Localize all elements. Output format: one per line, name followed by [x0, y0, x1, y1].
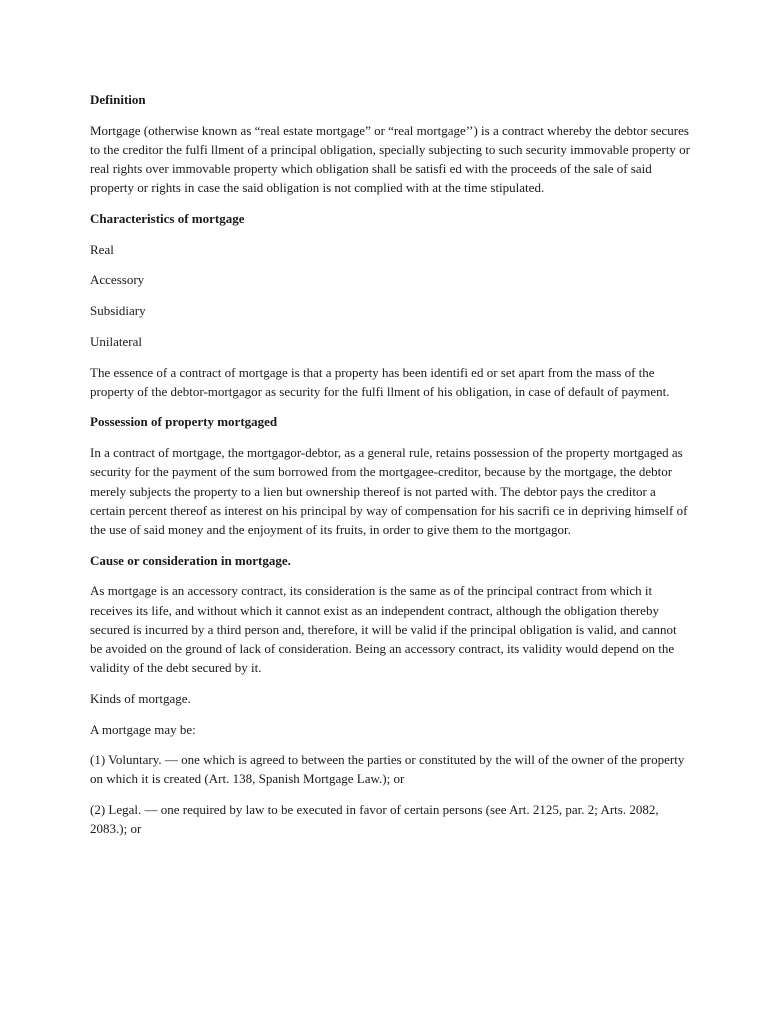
- characteristic-real: Real: [90, 241, 114, 257]
- document-body: [90, 90, 690, 850]
- characteristic-unilateral: Unilateral: [90, 333, 142, 349]
- paragraph-may-be: A mortgage may be:: [90, 721, 196, 737]
- characteristic-accessory: Accessory: [90, 272, 145, 288]
- paragraph-definition: Mortgage (otherwise known as “real estate mortgage” or “real mortgage’’) is a contract whereby the debtor secures to the creditor the fulfi llment of a principal obligation, specially subjecting to such security immovable property or real rights over immovable property which obligation shall be satisfi ed with the proceeds of the sale of said property or rights in case the said obligation is not complied with at the time stipulated.: [90, 122, 691, 196]
- paragraph-possession: In a contract of mortgage, the mortgagor-debtor, as a general rule, retains possession of the property mortgaged as security for the payment of the sum borrowed from the mortgagee-creditor, because by the mortgage, the debtor merely subjects the property to a lien but ownership thereof is not parted with. The debtor pays the creditor a certain percent thereof as interest on his principal by way of compensation for his sacrifi ce in depriving himself of the use of said money and the enjoyment of its fruits, in order to give them to the mortgagor.: [90, 445, 688, 537]
- heading-characteristics: Characteristics of mortgage: [90, 211, 245, 227]
- characteristic-subsidiary: Subsidiary: [90, 303, 146, 319]
- paragraph-cause: As mortgage is an accessory contract, its consideration is the same as of the principal contract from which it receives its life, and without which it cannot exist as an independent contract, although the obligation thereby secured is incurred by a third person and, therefore, it will be valid if the principal obligation is valid, and cannot be avoided on the ground of lack of consideration. Being an accessory contract, its validity would depend on the validity of the debt secured by it.: [90, 583, 677, 676]
- paragraph-kinds: Kinds of mortgage.: [90, 690, 191, 706]
- paragraph-essence: The essence of a contract of mortgage is that a property has been identifi ed or set apart from the mass of the property of the debtor-mortgagor as security for the fulfi llment of his obligation, in case of default of payment.: [90, 364, 670, 399]
- heading-cause: Cause or consideration in mortgage.: [90, 552, 291, 568]
- paragraph-voluntary: (1) Voluntary. — one which is agreed to between the parties or constituted by the will of the owner of the property on which it is created (Art. 138, Spanish Mortgage Law.); or: [90, 752, 685, 787]
- paragraph-legal: (2) Legal. — one required by law to be executed in favor of certain persons (see Art. 2125, par. 2; Arts. 2082, 2083.); or: [90, 802, 659, 837]
- heading-definition: Definition: [90, 92, 146, 107]
- heading-possession: Possession of property mortgaged: [90, 414, 278, 430]
